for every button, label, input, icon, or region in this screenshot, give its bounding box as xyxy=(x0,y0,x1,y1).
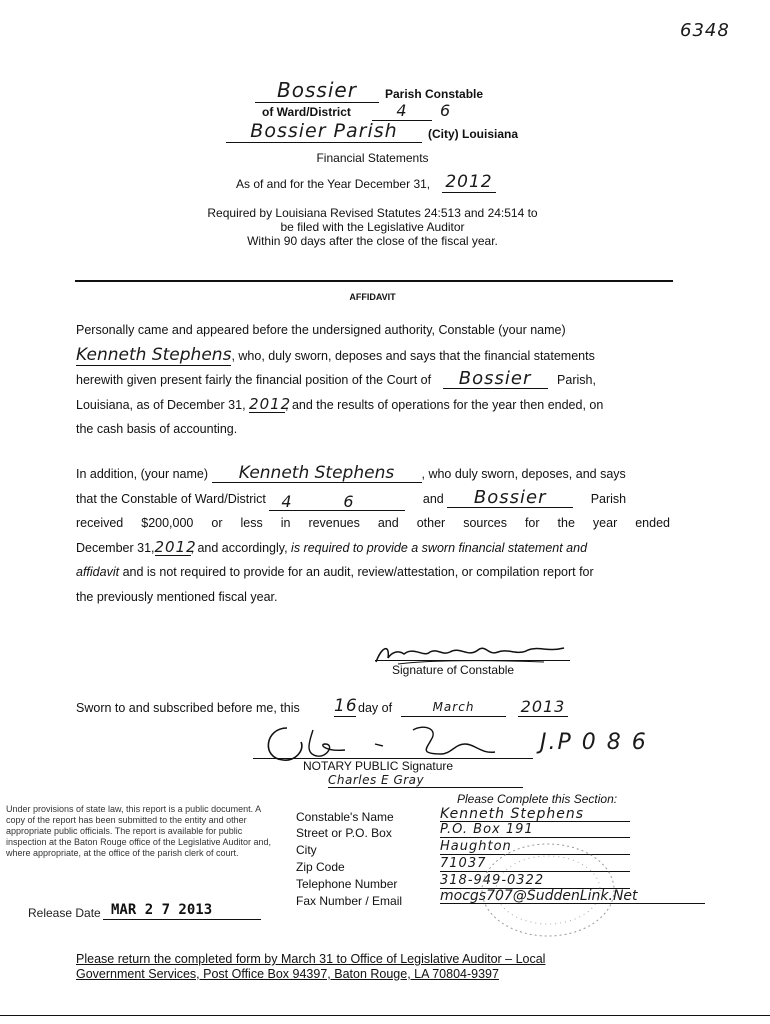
sworn-text-a: Sworn to and subscribed before me, this xyxy=(76,701,300,715)
city-label: (City) Louisiana xyxy=(428,127,519,141)
p2-text-l: the previously mentioned fiscal year. xyxy=(76,589,278,604)
ward-field: 4 xyxy=(372,102,432,121)
notary-printed-name: Charles E Gray xyxy=(328,773,523,788)
requirement-line-3: Within 90 days after the close of the fiscal year. xyxy=(247,234,498,248)
p2-text-j: affidavit xyxy=(76,565,120,579)
p2-text-h: , and accordingly, xyxy=(190,540,288,555)
divider-bottom xyxy=(0,1015,770,1016)
affidavit-year-field: 2012 xyxy=(249,394,292,413)
sworn-month-field: March xyxy=(401,698,506,717)
parish-field: Bossier xyxy=(255,78,379,103)
constable-name-field: Kenneth Stephens xyxy=(76,344,232,365)
constable-name-value: Kenneth Stephens xyxy=(440,807,630,822)
affidavit-paragraph-2 xyxy=(76,462,670,609)
p1-text-e: Louisiana, as of December 31, xyxy=(76,397,246,412)
ward2-field: 4 xyxy=(281,492,293,511)
city-field: Bossier Parish xyxy=(226,120,422,143)
telephone-label: Telephone Number xyxy=(296,877,398,891)
p2-text-e: Parish xyxy=(590,491,627,506)
fax-email-label: Fax Number / Email xyxy=(296,894,403,908)
affidavit-paragraph-1 xyxy=(76,318,670,442)
notary-signature-label: NOTARY PUBLIC Signature xyxy=(303,759,454,773)
requirement-line-2: be filed with the Legislative Auditor xyxy=(280,220,465,234)
fax-email-value: mocgs707@SuddenLink.Net xyxy=(440,889,705,904)
release-date-label: Release Date xyxy=(28,906,101,920)
city-value-lower: Haughton xyxy=(440,840,630,855)
form-title: Financial Statements xyxy=(316,151,429,165)
p1-text-a: Personally came and appeared before the undersigned authority, Constable (your name) xyxy=(76,323,566,337)
street-label: Street or P.O. Box xyxy=(296,826,392,840)
ward-label: of Ward/District xyxy=(262,105,351,119)
street-value: P.O. Box 191 xyxy=(440,823,630,838)
return-line-2: Government Services, Post Office Box 94397, Baton Rouge, LA 70804-9397 xyxy=(76,967,499,981)
p2-text-d: and xyxy=(422,491,444,506)
constable-name2-field: Kenneth Stephens xyxy=(212,464,422,483)
p1-text-g: the cash basis of accounting. xyxy=(76,422,238,436)
p2-text-a: In addition, (your name) xyxy=(76,467,209,481)
zip-value: 71037 xyxy=(440,857,630,872)
p2-text-f: received $200,000 or less in revenues and other sources for the year ended xyxy=(76,516,670,530)
constable-signature-label: Signature of Constable xyxy=(392,663,515,677)
notary-stamp-seal xyxy=(478,840,618,940)
constable-name-label: Constable's Name xyxy=(296,810,394,824)
city-label-lower: City xyxy=(296,843,317,857)
contact-heading: Please Complete this Section: xyxy=(457,792,618,806)
sworn-line xyxy=(76,696,596,718)
sworn-day-field: 16 xyxy=(334,696,358,716)
return-instructions xyxy=(76,952,676,982)
zip-label: Zip Code xyxy=(296,860,345,874)
court-field: Bossier xyxy=(443,370,548,389)
district2-field: 6 xyxy=(343,492,355,511)
requirement-line-1: Required by Louisiana Revised Statutes 24:513 and 24:514 to xyxy=(207,206,538,220)
p2-text-c: that the Constable of Ward/District xyxy=(76,491,266,506)
sworn-text-b: day of xyxy=(358,701,393,715)
p1-text-c: herewith given present fairly the financial position of the Court of xyxy=(76,373,432,387)
page-number: 6348 xyxy=(680,20,730,41)
p1-text-d: Parish, xyxy=(557,373,596,387)
release-date xyxy=(28,902,258,920)
p1-text-b: , who, duly sworn, deposes and says that the financial statements xyxy=(231,348,595,363)
year-label: As of and for the Year December 31, xyxy=(236,177,431,191)
parish-constable-label: Parish Constable xyxy=(385,87,484,101)
telephone-value: 318-949-0322 xyxy=(440,874,630,889)
return-line-1: Please return the completed form by March 31 to Office of Legislative Auditor – Local xyxy=(76,952,546,966)
p2-text-k: and is not required to provide for an audit, review/attestation, or compilation report for xyxy=(122,565,594,579)
parish2-field: Bossier xyxy=(447,489,573,508)
affidavit-heading: AFFIDAVIT xyxy=(349,292,396,302)
year-field: 2012 xyxy=(442,172,496,193)
sworn-year-field: 2013 xyxy=(518,698,568,717)
p2-text-i: is required to provide a sworn financial statement and xyxy=(291,540,588,555)
p2-text-g: December 31, xyxy=(76,540,155,555)
public-notice: Under provisions of state law, this report is a public document. A copy of the report has been submitted to the entity and other appropriate public officials. The report is available for public inspection at the Baton Rouge office of the Legislative Auditor and, where appropriate, at the office of the parish clerk of court. xyxy=(6,804,272,858)
release-date-value: MAR 2 7 2013 xyxy=(103,902,261,920)
district-field: 6 xyxy=(440,101,452,120)
p2-text-b: , who duly sworn, deposes, and says xyxy=(421,467,626,481)
constable-signature-line xyxy=(375,660,570,661)
affidavit-year2-field: 2012 xyxy=(154,537,197,556)
p1-text-f: , and the results of operations for the year then ended, on xyxy=(285,397,604,412)
notary-id: J.P 0 8 6 xyxy=(540,730,648,755)
divider-top xyxy=(75,280,673,282)
